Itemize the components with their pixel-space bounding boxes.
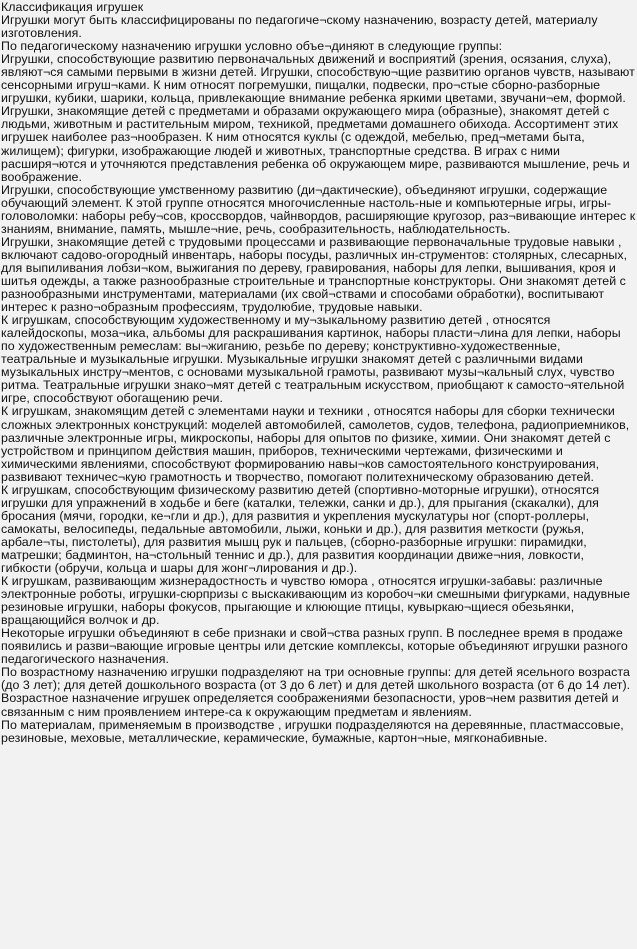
paragraph-mixed-groups: Некоторые игрушки объединяют в себе признаки и свой¬ства разных групп. В последнее время в продаже появились и разви¬вающие игровые центры или детские комплексы, которые объединяют игрушки разного педагогического назначения. [1,626,628,667]
paragraph-humor-toys: К игрушкам, развивающим жизнерадостность и чувство юмора , относятся игрушки-забавы: различные электронные роботы, игрушки-сюрпризы с выскакивающим из коробоч¬ки смешными фигурками, надувные резиновые игрушки, наборы фокусов, прыгающие и клюющие птицы, кувыркаю¬щиеся обезьянки, вращающийся волчок и др. [1,574,631,628]
paragraph-art-music-toys: К игрушкам, способствующим художественному и му¬зыкальному развитию детей , относятся калейдоскопы, моза¬ика, альбомы для раскрашивания картинок, наборы пласти¬лина для лепки, наборы по художественным ремеслам: вы¬жиганию, резьбе по дереву; конструктивно-художественные, театральные и музыкальные игрушки. Музыкальные игрушки знакомят детей с различными видами музыкальных инстру¬ментов, с основами музыкальной грамоты, развивают музы¬кальный слух, чувство ритма. Театральные игрушки знако¬мят детей с театральным искусством, приобщают к самосто¬ятельной игре, способствуют обогащению речи. [1,313,625,406]
paragraph-labor-toys: Игрушки, знакомящие детей с трудовыми процессами и развивающие первоначальные трудовые навыки , включают садово-огородный инвентарь, наборы посуды, различных ин-струментов: столярных, слесарных, для выпиливания лобзи¬ком, выжигания по дереву, гравирования, наборы для лепки, вышивания, кроя и шитья одежды, а также разнообразные строительные и транспортные конструкторы. Они знакомят детей с разнообразными инструментами, материалами (их свой¬ствами и способами обработки), воспитывают интерес к разно¬образным профессиям, трудолюбие, трудовые навыки. [1,234,628,315]
paragraph-materials: По материалам, применяемым в производстве , игрушки подразделяются на деревянные, пластмассовые, резиновые, меховые, металлические, керамические, бумажные, картон¬ные, мягконабивные. [1,717,624,745]
paragraph-sensory-toys: Игрушки, способствующие развитию первоначальных движений и восприятий (зрения, осязания, слуха), являют¬ся самыми первыми в жизни детей. Игрушки, способствую¬щие развитию органов чувств, называют сенсорными игруш¬ками. К ним относят погремушки, пищалки, подвески, про¬стые сборно-разборные игрушки, кубики, шарики, кольца, привлекающие внимание ребенка яркими цветами, звучани¬ем, формой. [1,52,635,106]
document-title: Классификация игрушек [1,0,144,14]
paragraph-physical-toys: К игрушкам, способствующим физическому развитию детей (спортивно-моторные игрушки), относятся игрушки для упражнений в ходьбе и беге (каталки, тележки, санки и др.), для прыгания (скакалки), для бросания (мячи, городки, ке¬гли и др.), для развития и укрепления мускулатуры ног (спорт-роллеры, самокаты, велосипеды, педальные автомобили, лыжи, коньки и др.), для развития меткости (ружья, арбале¬ты, пистолеты), для развития мышц рук и пальцев, (сборно-разборные игрушки: пирамидки, матрешки; бадминтон, на¬стольный теннис и др.), для развития координации движе¬ния, ловкости, гибкости (обручи, кольца и шары для жонг¬лирования и др.). [1,482,600,576]
paragraph-pedagogical-groups: По педагогическому назначению игрушки условно объе¬диняют в следующие группы: [1,39,503,54]
paragraph-figurative-toys: Игрушки, знакомящие детей с предметами и образами окружающего мира (образные), знакомят детей с людьми, животным и растительным миром, техникой, предметами домашнего обихода. Ассортимент этих игрушек наиболее раз¬нообразен. К ним относятся куклы (с одеждой, мебелью, пред¬метами быта, жилищем); фигурки, изображающие людей и животных, транспортные средства. В играх с ними расширя¬ются и уточняются представления ребенка об окружающем мире, развиваются мышление, речь и воображение. [1,104,630,184]
paragraph-age-groups: По возрастному назначению игрушки подразделяют на три основные группы: для детей ясельного возраста (до 3 лет); для детей дошкольного возраста (от 3 до 6 лет) и для детей школьного возраста (от 6 до 14 лет). Возрастное назначение игрушек определяется соображениями безопасности, уров¬нем развития детей и связанным с ним проявлением интере-са к окружающим предметам и явлениям. [1,665,631,719]
paragraph-intro: Игрушки могут быть классифицированы по педагогиче¬скому назначению, возрасту детей, материалу изготовления. [1,13,598,41]
paragraph-didactic-toys: Игрушки, способствующие умственному развитию (ди¬дактические), объединяют игрушки, содержащие обучающий элемент. К этой группе относятся многочисленные настоль-ные и компьютерные игры, игры-головоломки: наборы ребу¬сов, кроссвордов, чайнвордов, расширяющие кругозор, раз¬вивающие интерес к знаниям, внимание, память, мышле¬ние, речь, сообразительность, наблюдательность. [1,182,636,236]
paragraph-science-tech-toys: К игрушкам, знакомящим детей с элементами науки и техники , относятся наборы для сборки технически сложных электронных конструкций: моделей автомобилей, самолетов, судов, телефона, радиоприемников, различные электронные игры, микроскопы, наборы для опытов по физике, химии. Они знакомят детей с устройством и принципом действия машин, приборов, техническими чертежами, физическими и химическими явлениями, способствуют формированию навы¬ков самостоятельного конструирования, развивают техничес¬кую грамотность и творчество, помогают политехническому образованию детей. [1,404,630,484]
